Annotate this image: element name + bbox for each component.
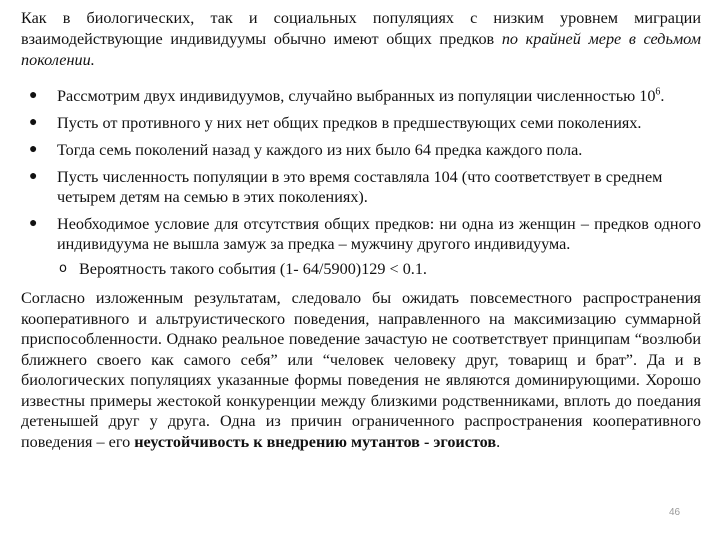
bullet-text: Необходимое условие для отсутствия общих предков: ни одна из женщин – предков одного индивидуума не вышла замуж за предка – мужчину другого индивидуума. bbox=[57, 215, 701, 253]
intro-italic: по крайней мере в седьмом поколении. bbox=[21, 30, 701, 69]
bullet-item bbox=[21, 140, 701, 160]
body-paragraph bbox=[21, 288, 701, 452]
bullet-item bbox=[21, 167, 701, 207]
body-tail: . bbox=[496, 432, 501, 451]
bullet-text: Пусть численность популяции в это время составляла 104 (что соответствует в среднем четырем детям на семью в этих поколениях). bbox=[57, 168, 663, 206]
bullet-icon: ● bbox=[29, 115, 38, 130]
bullet-icon: ● bbox=[29, 142, 38, 157]
sub-bullet-text: Вероятность такого события (1- 64/5900)129 < 0.1. bbox=[79, 260, 427, 278]
body-bold: неустойчивость к внедрению мутантов - эгоистов bbox=[134, 432, 497, 451]
bullet-icon: ● bbox=[29, 88, 38, 103]
sub-bullet-icon: o bbox=[59, 261, 67, 276]
bullet-icon: ● bbox=[29, 169, 38, 184]
intro-paragraph bbox=[21, 8, 701, 71]
bullet-text: Пусть от противного у них нет общих предков в предшествующих семи поколениях. bbox=[57, 114, 642, 132]
bullet-list bbox=[21, 86, 701, 279]
bullet-superscript: 6 bbox=[655, 86, 661, 98]
body-text: Согласно изложенным результатам, следовало бы ожидать повсеместного распространения кооперативного и альтруистического поведения, направленного на максимизацию суммарной приспособленности. Однако реальное поведение зачастую не соответствует принципам “возлюби ближнего своего как самого себя” или “человек человеку друг, товарищ и брат”. Да и в биологических популяциях указанные формы поведения не являются доминирующими. Хорошо известны примеры жестокой конкуренции между близкими родственниками, вплоть до поедания детенышей друг у друга. Одна из причин ограниченного распространения кооперативного поведения – его bbox=[21, 289, 701, 451]
bullet-text: Тогда семь поколений назад у каждого из них было 64 предка каждого пола. bbox=[57, 141, 583, 159]
bullet-item bbox=[21, 214, 701, 254]
sub-bullet-item bbox=[21, 259, 701, 279]
bullet-item bbox=[21, 86, 701, 106]
bullet-text: Рассмотрим двух индивидуумов, случайно выбранных из популяции численностью 10 bbox=[57, 87, 656, 105]
bullet-item bbox=[21, 113, 701, 133]
bullet-tail: . bbox=[660, 87, 665, 105]
intro-text: Как в биологических, так и социальных популяциях с низким уровнем миграции взаимодействующие индивидуумы обычно имеют общих предков bbox=[21, 9, 701, 48]
page-number: 46 bbox=[669, 507, 681, 518]
bullet-icon: ● bbox=[29, 216, 38, 231]
